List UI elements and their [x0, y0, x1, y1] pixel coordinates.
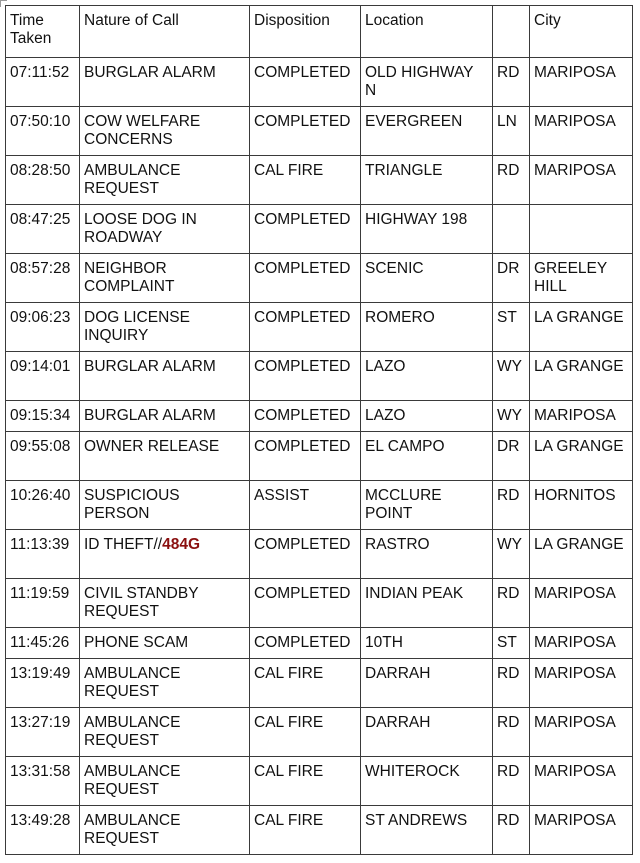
- city-cell: [530, 708, 633, 757]
- city-cell-text: MARIPOSA: [534, 714, 616, 731]
- city-cell-text: LA GRANGE: [534, 536, 624, 553]
- city-cell: [530, 254, 633, 303]
- table-row: [6, 205, 633, 254]
- city-cell: [530, 481, 633, 530]
- location-cell-text: MCCLURE POINT: [365, 487, 442, 522]
- disposition-cell-text: CAL FIRE: [254, 763, 324, 780]
- disposition-cell-text: COMPLETED: [254, 634, 351, 651]
- street-suffix-cell: [493, 205, 530, 254]
- city-cell: [530, 156, 633, 205]
- time-taken-cell-text: 11:45:26: [10, 634, 70, 651]
- disposition-cell: [250, 579, 361, 628]
- location-cell: [361, 352, 493, 401]
- location-cell-text: ST ANDREWS: [365, 812, 468, 829]
- nature-of-call-cell: [80, 156, 250, 205]
- table-row: [6, 58, 633, 107]
- nature-of-call-cell-text: LOOSE DOG IN ROADWAY: [84, 211, 197, 246]
- location-cell-text: TRIANGLE: [365, 162, 443, 179]
- location-cell: [361, 579, 493, 628]
- nature-of-call-cell: [80, 107, 250, 156]
- city-cell-text: LA GRANGE: [534, 309, 624, 326]
- nature-of-call-cell: [80, 659, 250, 708]
- city-cell-text: MARIPOSA: [534, 162, 616, 179]
- nature-of-call-cell: [80, 708, 250, 757]
- nature-of-call-cell: [80, 205, 250, 254]
- disposition-cell-text: COMPLETED: [254, 260, 351, 277]
- time-taken-cell-text: 08:57:28: [10, 260, 71, 277]
- location-cell: [361, 107, 493, 156]
- time-taken-cell: [6, 628, 80, 659]
- street-suffix-cell-text: RD: [497, 162, 520, 179]
- time-taken-cell: [6, 806, 80, 855]
- location-cell-text: EL CAMPO: [365, 438, 445, 455]
- location-cell: [361, 156, 493, 205]
- nature-of-call-cell: [80, 58, 250, 107]
- nature-of-call-cell: [80, 303, 250, 352]
- time-taken-cell: [6, 579, 80, 628]
- table-row: [6, 757, 633, 806]
- table-row: [6, 806, 633, 855]
- header-row: [6, 6, 633, 58]
- disposition-cell: [250, 58, 361, 107]
- nature-of-call-cell-text: COW WELFARE CONCERNS: [84, 113, 201, 148]
- header-time-taken: Time Taken: [6, 6, 80, 58]
- disposition-cell: [250, 628, 361, 659]
- time-taken-cell-text: 11:19:59: [10, 585, 70, 602]
- street-suffix-cell: [493, 659, 530, 708]
- nature-of-call-cell: [80, 628, 250, 659]
- city-cell: [530, 352, 633, 401]
- disposition-cell: [250, 481, 361, 530]
- nature-of-call-cell-text: BURGLAR ALARM: [84, 407, 216, 424]
- time-taken-cell: [6, 481, 80, 530]
- street-suffix-cell: [493, 579, 530, 628]
- city-cell-text: MARIPOSA: [534, 763, 616, 780]
- street-suffix-cell: [493, 58, 530, 107]
- nature-of-call-cell-text: AMBULANCE REQUEST: [84, 812, 181, 847]
- disposition-cell: [250, 806, 361, 855]
- location-cell-text: SCENIC: [365, 260, 424, 277]
- street-suffix-cell-text: DR: [497, 438, 520, 455]
- table-row: [6, 530, 633, 579]
- penal-code-highlight: 484G: [162, 536, 200, 553]
- time-taken-cell: [6, 401, 80, 432]
- header-nature-of-call: Nature of Call: [80, 6, 250, 58]
- nature-of-call-cell-text: AMBULANCE REQUEST: [84, 763, 181, 798]
- table-row: [6, 107, 633, 156]
- disposition-cell-text: COMPLETED: [254, 438, 351, 455]
- nature-of-call-cell-text: AMBULANCE REQUEST: [84, 714, 181, 749]
- disposition-cell: [250, 401, 361, 432]
- nature-of-call-cell-text: CIVIL STANDBY REQUEST: [84, 585, 199, 620]
- street-suffix-cell-text: RD: [497, 487, 520, 504]
- nature-of-call-cell-text: BURGLAR ALARM: [84, 64, 216, 81]
- street-suffix-cell-text: WY: [497, 358, 522, 375]
- table-row: [6, 432, 633, 481]
- city-cell: [530, 432, 633, 481]
- disposition-cell-text: CAL FIRE: [254, 665, 324, 682]
- street-suffix-cell: [493, 107, 530, 156]
- location-cell: [361, 254, 493, 303]
- nature-of-call-cell-text: SUSPICIOUS PERSON: [84, 487, 180, 522]
- street-suffix-cell: [493, 628, 530, 659]
- location-cell-text: INDIAN PEAK: [365, 585, 464, 602]
- city-cell: [530, 659, 633, 708]
- location-cell-text: LAZO: [365, 407, 406, 424]
- nature-of-call-cell: [80, 530, 250, 579]
- city-cell: [530, 58, 633, 107]
- time-taken-cell-text: 07:50:10: [10, 113, 71, 130]
- nature-of-call-cell: [80, 806, 250, 855]
- nature-of-call-cell-text: BURGLAR ALARM: [84, 358, 216, 375]
- street-suffix-cell: [493, 303, 530, 352]
- location-cell: [361, 481, 493, 530]
- street-suffix-cell: [493, 156, 530, 205]
- disposition-cell: [250, 107, 361, 156]
- nature-of-call-cell-text: AMBULANCE REQUEST: [84, 162, 181, 197]
- street-suffix-cell: [493, 806, 530, 855]
- location-cell: [361, 628, 493, 659]
- street-suffix-cell: [493, 708, 530, 757]
- city-cell-text: LA GRANGE: [534, 438, 624, 455]
- street-suffix-cell-text: ST: [497, 634, 517, 651]
- table-row: [6, 254, 633, 303]
- disposition-cell-text: COMPLETED: [254, 536, 351, 553]
- location-cell-text: WHITEROCK: [365, 763, 460, 780]
- location-cell-text: LAZO: [365, 358, 406, 375]
- city-cell-text: HORNITOS: [534, 487, 616, 504]
- location-cell-text: RASTRO: [365, 536, 430, 553]
- street-suffix-cell-text: DR: [497, 260, 520, 277]
- call-log-body: [6, 58, 633, 855]
- city-cell: [530, 806, 633, 855]
- nature-of-call-cell: [80, 254, 250, 303]
- time-taken-cell-text: 09:06:23: [10, 309, 71, 326]
- street-suffix-cell: [493, 401, 530, 432]
- location-cell: [361, 530, 493, 579]
- city-cell-text: MARIPOSA: [534, 64, 616, 81]
- time-taken-cell: [6, 659, 80, 708]
- table-row: [6, 156, 633, 205]
- disposition-cell: [250, 530, 361, 579]
- time-taken-cell-text: 13:49:28: [10, 812, 71, 829]
- nature-of-call-cell: [80, 352, 250, 401]
- time-taken-cell: [6, 708, 80, 757]
- disposition-cell-text: COMPLETED: [254, 211, 351, 228]
- street-suffix-cell-text: ST: [497, 309, 517, 326]
- header-disposition: Disposition: [250, 6, 361, 58]
- street-suffix-cell: [493, 432, 530, 481]
- location-cell: [361, 757, 493, 806]
- header-location: Location: [361, 6, 493, 58]
- header-street-suffix: [493, 6, 530, 58]
- location-cell-text: EVERGREEN: [365, 113, 463, 130]
- table-row: [6, 401, 633, 432]
- table-row: [6, 659, 633, 708]
- disposition-cell: [250, 254, 361, 303]
- street-suffix-cell: [493, 254, 530, 303]
- disposition-cell-text: COMPLETED: [254, 64, 351, 81]
- street-suffix-cell-text: RD: [497, 714, 520, 731]
- nature-of-call-cell: [80, 579, 250, 628]
- nature-of-call-cell-text: AMBULANCE REQUEST: [84, 665, 181, 700]
- disposition-cell-text: CAL FIRE: [254, 714, 324, 731]
- time-taken-cell-text: 08:28:50: [10, 162, 71, 179]
- time-taken-cell: [6, 352, 80, 401]
- city-cell-text: MARIPOSA: [534, 812, 616, 829]
- table-row: [6, 708, 633, 757]
- city-cell: [530, 530, 633, 579]
- nature-of-call-cell-text: PHONE SCAM: [84, 634, 189, 651]
- city-cell-text: MARIPOSA: [534, 113, 616, 130]
- disposition-cell-text: COMPLETED: [254, 585, 351, 602]
- disposition-cell-text: COMPLETED: [254, 358, 351, 375]
- disposition-cell-text: COMPLETED: [254, 407, 351, 424]
- city-cell-text: MARIPOSA: [534, 585, 616, 602]
- disposition-cell: [250, 659, 361, 708]
- nature-of-call-cell-text: OWNER RELEASE: [84, 438, 220, 455]
- location-cell: [361, 659, 493, 708]
- street-suffix-cell: [493, 757, 530, 806]
- city-cell-text: MARIPOSA: [534, 634, 616, 651]
- time-taken-cell-text: 09:14:01: [10, 358, 71, 375]
- nature-of-call-cell-text: DOG LICENSE INQUIRY: [84, 309, 190, 344]
- time-taken-cell: [6, 58, 80, 107]
- disposition-cell: [250, 352, 361, 401]
- disposition-cell: [250, 432, 361, 481]
- disposition-cell-text: CAL FIRE: [254, 812, 324, 829]
- time-taken-cell-text: 09:15:34: [10, 407, 71, 424]
- location-cell: [361, 303, 493, 352]
- city-cell-text: GREELEY HILL: [534, 260, 607, 295]
- location-cell: [361, 806, 493, 855]
- city-cell: [530, 757, 633, 806]
- time-taken-cell-text: 11:13:39: [10, 536, 70, 553]
- street-suffix-cell-text: WY: [497, 536, 522, 553]
- nature-of-call-cell: [80, 401, 250, 432]
- city-cell-text: LA GRANGE: [534, 358, 624, 375]
- disposition-cell-text: CAL FIRE: [254, 162, 324, 179]
- time-taken-cell-text: 13:31:58: [10, 763, 71, 780]
- street-suffix-cell-text: RD: [497, 665, 520, 682]
- disposition-cell-text: ASSIST: [254, 487, 310, 504]
- time-taken-cell: [6, 205, 80, 254]
- city-cell: [530, 303, 633, 352]
- location-cell: [361, 58, 493, 107]
- time-taken-cell: [6, 757, 80, 806]
- city-cell: [530, 579, 633, 628]
- location-cell: [361, 205, 493, 254]
- disposition-cell: [250, 205, 361, 254]
- location-cell-text: HIGHWAY 198: [365, 211, 468, 228]
- time-taken-cell: [6, 432, 80, 481]
- location-cell-text: DARRAH: [365, 714, 431, 731]
- city-cell: [530, 401, 633, 432]
- location-cell: [361, 432, 493, 481]
- city-cell-text: MARIPOSA: [534, 407, 616, 424]
- street-suffix-cell: [493, 352, 530, 401]
- location-cell-text: ROMERO: [365, 309, 435, 326]
- time-taken-cell-text: 10:26:40: [10, 487, 71, 504]
- table-row: [6, 352, 633, 401]
- street-suffix-cell-text: WY: [497, 407, 522, 424]
- header-city: City: [530, 6, 633, 58]
- location-cell: [361, 708, 493, 757]
- street-suffix-cell-text: RD: [497, 812, 520, 829]
- disposition-cell: [250, 303, 361, 352]
- nature-of-call-cell: [80, 432, 250, 481]
- time-taken-cell: [6, 254, 80, 303]
- disposition-cell: [250, 757, 361, 806]
- time-taken-cell: [6, 303, 80, 352]
- table-row: [6, 628, 633, 659]
- time-taken-cell-text: 07:11:52: [10, 64, 70, 81]
- street-suffix-cell-text: RD: [497, 585, 520, 602]
- location-cell-text: OLD HIGHWAY N: [365, 64, 474, 99]
- city-cell: [530, 107, 633, 156]
- city-cell-text: MARIPOSA: [534, 665, 616, 682]
- table-row: [6, 303, 633, 352]
- time-taken-cell: [6, 156, 80, 205]
- street-suffix-cell-text: LN: [497, 113, 517, 130]
- time-taken-cell-text: 08:47:25: [10, 211, 71, 228]
- call-log-table: [5, 5, 633, 855]
- time-taken-cell: [6, 107, 80, 156]
- disposition-cell: [250, 156, 361, 205]
- street-suffix-cell-text: RD: [497, 763, 520, 780]
- nature-of-call-cell-text: NEIGHBOR COMPLAINT: [84, 260, 175, 295]
- street-suffix-cell: [493, 481, 530, 530]
- disposition-cell: [250, 708, 361, 757]
- nature-of-call-cell: [80, 757, 250, 806]
- table-row: [6, 579, 633, 628]
- city-cell: [530, 628, 633, 659]
- street-suffix-cell: [493, 530, 530, 579]
- disposition-cell-text: COMPLETED: [254, 113, 351, 130]
- time-taken-cell-text: 13:19:49: [10, 665, 71, 682]
- time-taken-cell-text: 09:55:08: [10, 438, 71, 455]
- city-cell: [530, 205, 633, 254]
- nature-of-call-cell-text: ID THEFT//: [84, 536, 163, 553]
- disposition-cell-text: COMPLETED: [254, 309, 351, 326]
- time-taken-cell-text: 13:27:19: [10, 714, 71, 731]
- time-taken-cell: [6, 530, 80, 579]
- street-suffix-cell-text: RD: [497, 64, 520, 81]
- location-cell-text: DARRAH: [365, 665, 431, 682]
- location-cell-text: 10TH: [365, 634, 403, 651]
- location-cell: [361, 401, 493, 432]
- table-row: [6, 481, 633, 530]
- nature-of-call-cell: [80, 481, 250, 530]
